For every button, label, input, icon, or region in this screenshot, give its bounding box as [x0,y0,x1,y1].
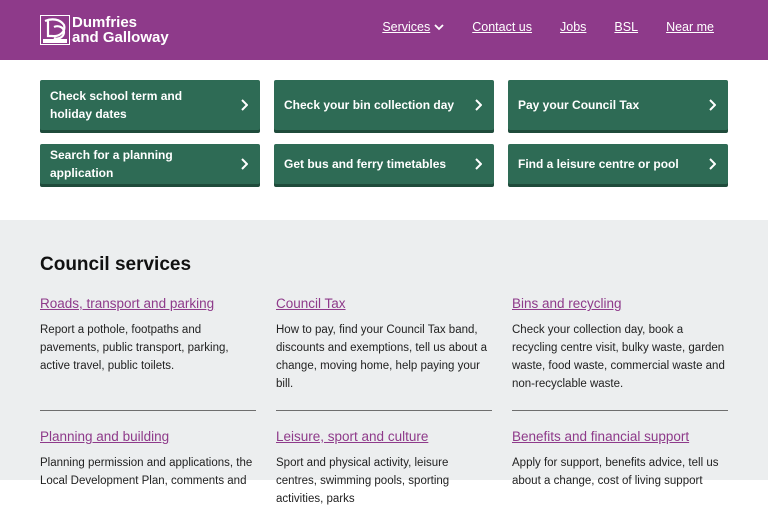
service-benefits [512,429,727,490]
quick-link-label: Find a leisure centre or pool [518,157,679,171]
service-link[interactable]: Leisure, sport and culture [276,429,429,444]
service-planning [40,429,255,490]
chevron-right-icon [708,99,716,111]
nav-contact-us[interactable]: Contact us [472,20,533,34]
chevron-right-icon [474,99,482,111]
council-services-section [0,220,768,505]
divider [512,410,728,411]
chevron-right-icon [240,99,248,111]
chevron-right-icon [708,158,716,170]
divider [276,410,492,411]
nav-services-label: Services [382,20,431,34]
service-desc: Apply for support, benefits advice, tell us about a change, cost of living support [512,457,719,487]
service-bins [512,296,727,393]
service-council-tax [276,296,491,393]
service-desc: Check your collection day, book a recycling centre visit, bulky waste, garden waste, food waste, commercial waste and non-recyclable waste. [512,324,725,390]
council-logo[interactable] [40,14,169,46]
logo-text-line1: Dumfries [72,14,138,31]
quick-link-council-tax[interactable] [508,80,728,130]
quick-links [40,80,728,184]
service-roads [40,296,255,375]
service-desc: Sport and physical activity, leisure centres, swimming pools, sporting activities, parks [276,457,450,505]
nav-near-me[interactable]: Near me [666,20,714,34]
logo-wordmark [72,15,169,45]
quick-link-label: Check school term and holiday dates [50,89,183,121]
service-link[interactable]: Roads, transport and parking [40,296,215,311]
quick-link-planning[interactable] [40,144,260,184]
quick-link-label: Get bus and ferry timetables [284,157,447,171]
quick-link-label: Check your bin collection day [284,98,455,112]
service-link[interactable]: Council Tax [276,296,346,311]
chevron-right-icon [240,158,248,170]
quick-link-label: Pay your Council Tax [518,98,640,112]
quick-link-school-dates[interactable] [40,80,260,130]
section-title: Council services [40,254,192,275]
service-leisure [276,429,491,508]
quick-link-bin-day[interactable] [274,80,494,130]
logo-text-line2: and Galloway [72,29,169,46]
service-desc: Planning permission and applications, the Local Development Plan, comments and [40,457,253,487]
service-desc: Report a pothole, footpaths and pavements, public transport, parking, active travel, public toilets. [40,324,229,372]
nav-bsl[interactable]: BSL [614,20,639,34]
council-crest-icon [40,15,70,45]
quick-link-label: Search for a planning application [50,148,173,180]
chevron-down-icon [434,23,444,31]
site-header [0,0,768,60]
quick-link-timetables[interactable] [274,144,494,184]
service-desc: How to pay, find your Council Tax band, discounts and exemptions, tell us about a change, moving home, help paying your bill. [276,324,487,390]
service-link[interactable]: Bins and recycling [512,296,622,311]
chevron-right-icon [474,158,482,170]
nav-jobs[interactable]: Jobs [560,20,587,34]
quick-link-leisure[interactable] [508,144,728,184]
main-nav [382,20,714,34]
service-link[interactable]: Benefits and financial support [512,429,690,444]
nav-services[interactable] [382,20,444,34]
service-link[interactable]: Planning and building [40,429,170,444]
divider [40,410,256,411]
